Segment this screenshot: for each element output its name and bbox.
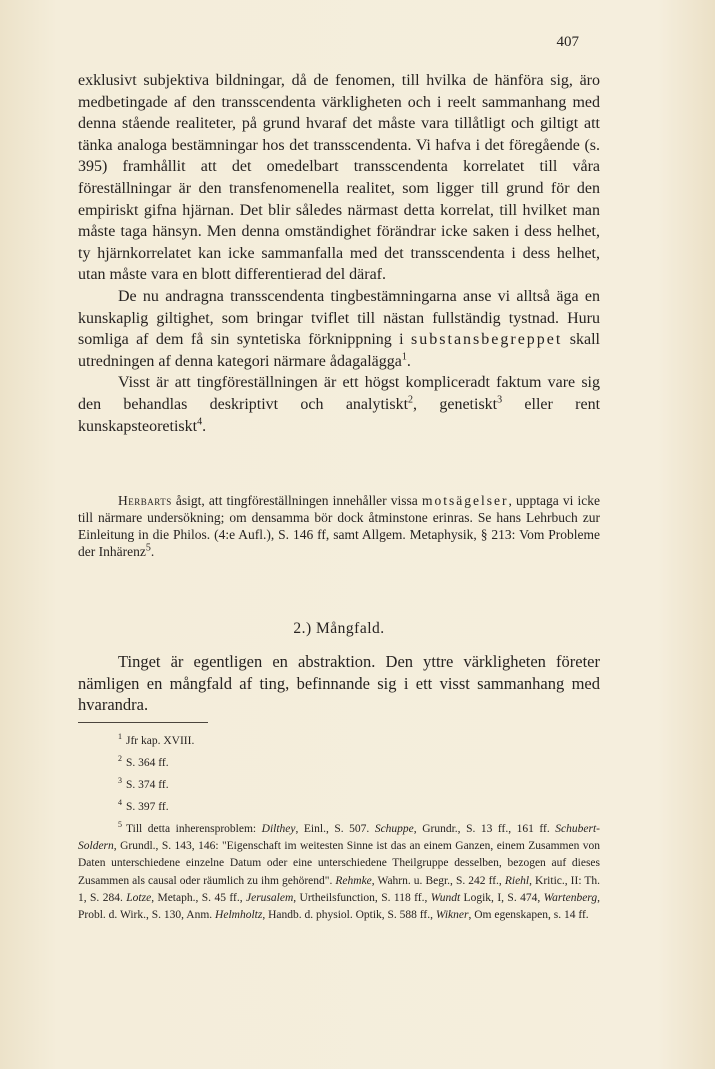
section-heading: 2.) Mångfald. — [293, 620, 385, 637]
paragraph-3: Visst är att tingföreställningen är ett högst kompliceradt faktum vare sig den behandlas deskriptivt och analytiskt$^2$, genetiskt$^3$ eller rent kunskapsteoretiskt$^4$. — [78, 374, 601, 435]
footnote-ref: 1 — [401, 351, 407, 363]
small-print-note: Herbarts åsigt, att tingföreställningen innehåller vissa motsägelser, upptaga vi icke till närmare undersökning; om densamma bör dock åtminstone erinras. Se hans Lehrbuch zur Einleitung in die Philos. (4:e Aufl.), S. 146 ff, samt Allgem. Metaphysik, § 213: Vom Probleme der Inhärenz$^5$. — [78, 493, 600, 559]
paragraph-2: De nu andragna transscendenta tingbestämningarna anse vi alltså äga en kunskaplig giltighet, som bringar tviflet till nästan fullständig tystnad. Huru somliga af dem få sin syntetiska förknippning i substansbegreppet skall utredningen af denna kategori närmare ådagalägga$^1$. — [78, 287, 600, 370]
footnote-2: $^2$ S. 364 ff. — [118, 754, 169, 769]
footnotes — [78, 728, 600, 924]
paragraph-1: exklusivt subjektiva bildningar, då de fenomen, till hvilka de hänföra sig, äro medbetingade af den transscendenta värkligheten och i reelt sammanhang med denna stående realiteter, på grund hvaraf det måste vara tillåtligt och giltigt att tänka analoga bestämningar hos det transscendenta. Vi hafva i det föregående (s. 395) framhållit att det omedelbart transscendenta korrelatet till våra föreställningar är den transfenomenella realitet, som ligger till grund för den empiriskt gifna hjärnan. Det blir således närmast detta korrelat, till hvilket man måste taga hänsyn. Men denna omständighet förändrar icke saken i dess helhet, ty hjärnkorrelatet kan icke sammanfalla med det transscendenta i dess helhet, utan måste vara en blott differentierad del däraf. — [78, 72, 600, 284]
footnote-4: $^4$ S. 397 ff. — [118, 798, 169, 813]
footnote-ref: 3 — [497, 394, 503, 406]
footnote-5: $^5$ Till detta inherensproblem: Dilthey, Einl., S. 507. Schuppe, Grundr., S. 13 ff., 161 ff. Schubert-Soldern, Grundl., S. 143, 146: "Eigenschaft im weitesten Sinne ist das an einem Ganzen, einem Zusammen von Daten unterschiedene einzelne Datum oder eine unterschiedene Theilgruppe desselben, bezogen auf dieses Zusammen als causal oder räumlich zu ihm gehörend". Rehmke, Wahrn. u. Begr., S. 242 ff., Riehl, Kritic., II: Th. 1, S. 284. Lotze, Metaph., S. 45 ff., Jerusalem, Urtheilsfunction, S. 118 ff., Wundt Logik, I, S. 474, Wartenberg, Probl. d. Wirk., S. 130, Anm. Helmholtz, Handb. d. physiol. Optik, S. 588 ff., Wikner, Om egenskapen, s. 14 ff. — [78, 820, 601, 921]
paragraph-4: Tinget är egentligen en abstraktion. Den yttre värkligheten företer nämligen en mångfald af ting, befinnande sig i ett visst sammanhang med hvarandra. — [78, 652, 600, 715]
footnote-ref: 2 — [408, 394, 414, 406]
footnote-ref: 4 — [197, 416, 203, 428]
footnote-3: $^3$ S. 374 ff. — [118, 776, 169, 791]
main-text — [78, 70, 600, 437]
page-number: 407 — [556, 34, 579, 50]
section-text — [78, 651, 600, 716]
footnote-divider — [78, 722, 208, 723]
footnote-ref: 5 — [145, 542, 151, 554]
footnote-1: $^1$ Jfr kap. XVIII. — [118, 732, 195, 747]
